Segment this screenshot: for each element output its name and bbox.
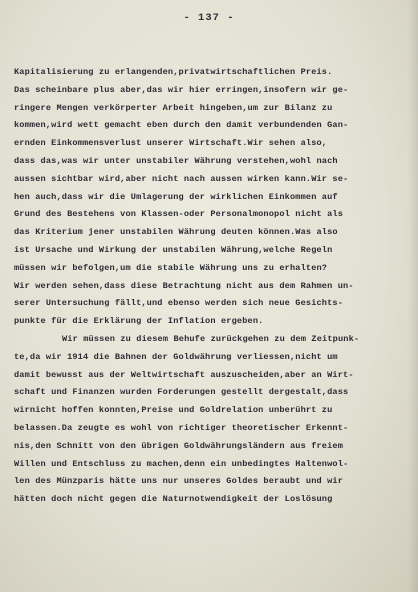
text-line: das Kriterium jener unstabilen Währung deuten können.Was also [14,227,338,238]
text-line: punkte für die Erklärung der Inflation ergeben. [14,316,264,327]
text-line: damit bewusst aus der Weltwirtschaft auszuscheiden,aber an Wirt- [14,369,354,380]
text-line: Kapitalisierung zu erlangenden,privatwirtschaftlichen Preis. [14,67,333,77]
text-line: müssen wir befolgen,um die stabile Währung uns zu erhalten? [14,262,328,273]
text-line: hätten doch nicht gegen die Naturnotwendigkeit der Loslösung [14,494,333,505]
body-text [14,64,406,509]
text-line: schaft und Finanzen wurden Forderungen gestellt dergestalt,dass [14,387,349,398]
text-line: ernden Einkommensverlust unserer Wirtschaft.Wir sehen also, [14,138,328,149]
text-line: wirnicht hoffen konnten,Preise und Goldrelation unberührt zu [14,405,333,416]
text-line: belassen.Da zeugte es wohl von richtiger theoretischer Erkennt- [14,422,349,433]
text-line: te,da wir 1914 die Bahnen der Goldwährung verliessen,nicht um [14,351,338,362]
text-line: nis,den Schnitt von den übrigen Goldwährungsländern aus freiem [14,440,344,451]
text-line: aussen sichtbar wird,aber nicht nach aussen wirken kann.Wir se- [14,173,349,184]
text-line: Das scheinbare plus aber,das wir hier erringen,insofern wir ge- [14,84,349,95]
page-edge-shadow [408,0,418,592]
text-line: kommen,wird wett gemacht eben durch den damit verbundenden Gan- [14,120,349,131]
page-number: - 137 - [183,12,235,24]
text-line: Willen und Entschluss zu machen,denn ein unbedingtes Haltenwol- [14,458,349,469]
text-line: len des Münzparis hätte uns nur unseres Goldes beraubt und wir [14,476,344,487]
text-line: serer Untersuchung fällt,und ebenso werden sich neue Gesichts- [14,298,344,309]
text-line: Grund des Bestehens von Klassen-oder Personalmonopol nicht als [14,209,344,220]
text-line: dass das,was wir unter unstabiler Währung verstehen,wohl nach [14,155,338,166]
text-line: ist Ursache und Wirkung der unstabilen Währung,welche Regeln [14,244,333,255]
text-line: Wir müssen zu diesem Behufe zurückgehen zu dem Zeitpunk- [62,333,360,344]
text-line: Wir werden sehen,dass diese Betrachtung nicht aus dem Rahmen un- [14,280,354,291]
text-line: ringere Mengen verkörperter Arbeit hingeben,um zur Bilanz zu [14,102,333,113]
text-line: hen auch,dass wir die Umlagerung der wirklichen Einkommen auf [14,191,338,202]
